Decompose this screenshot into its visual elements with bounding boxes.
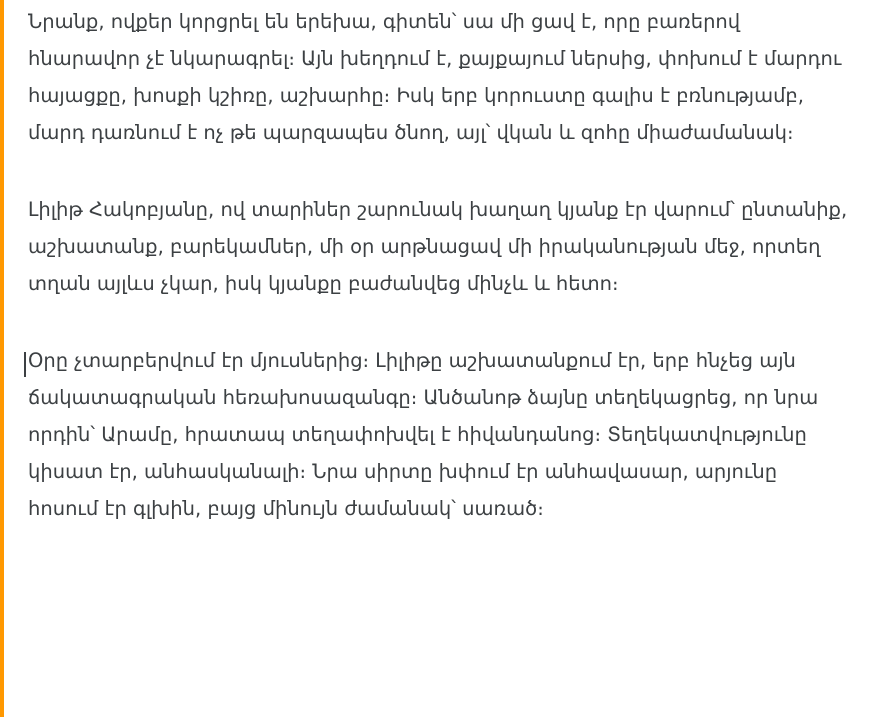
document-body (28, 0, 854, 527)
paragraph-1: Նրանք, ովքեր կորցրել են երեխա, գիտեն՝ սա մի ցավ է, որը բառերով հնարավոր չէ նկարագրել։ Այն խեղդում է, քայքայում ներսից, փոխում է մարդու հայացքը, խոսքի կշիռը, աշխարհը։ Իսկ երբ կորուստը գալիս է բռնությամբ, մարդ դառնում է ոչ թե պարզապես ծնող, այլ՝ վկան և զոհը միաժամանակ։ (28, 10, 848, 144)
paragraph-2: Լիլիթ Հակոբյանը, ով տարիներ շարունակ խաղաղ կյանք էր վարում՝ ընտանիք, աշխատանք, բարեկամներ, մի օր արթնացավ մի իրականության մեջ, որտեղ տղան այլևս չկար, իսկ կյանքը բաժանվեց մինչև և հետո։ (28, 198, 854, 295)
paragraph-3-container (28, 342, 848, 527)
left-accent-bar (0, 0, 4, 717)
paragraph-3: Օրը չտարբերվում էր մյուսներից։ Լիլիթը աշխատանքում էր, երբ հնչեց այն ճակատագրական հեռախոսազանգը։ Անծանոթ ձայնը տեղեկացրեց, որ նրա որդին՝ Արամը, հրատապ տեղափոխվել է հիվանդանոց։ Տեղեկատվությունը կիսատ էր, անհասկանալի։ Նրա սիրտը խփում էր անհավասար, արյունը հոսում էր գլխին, բայց մինույն ժամանակ՝ սառած։ (28, 349, 825, 520)
text-cursor (24, 352, 26, 377)
